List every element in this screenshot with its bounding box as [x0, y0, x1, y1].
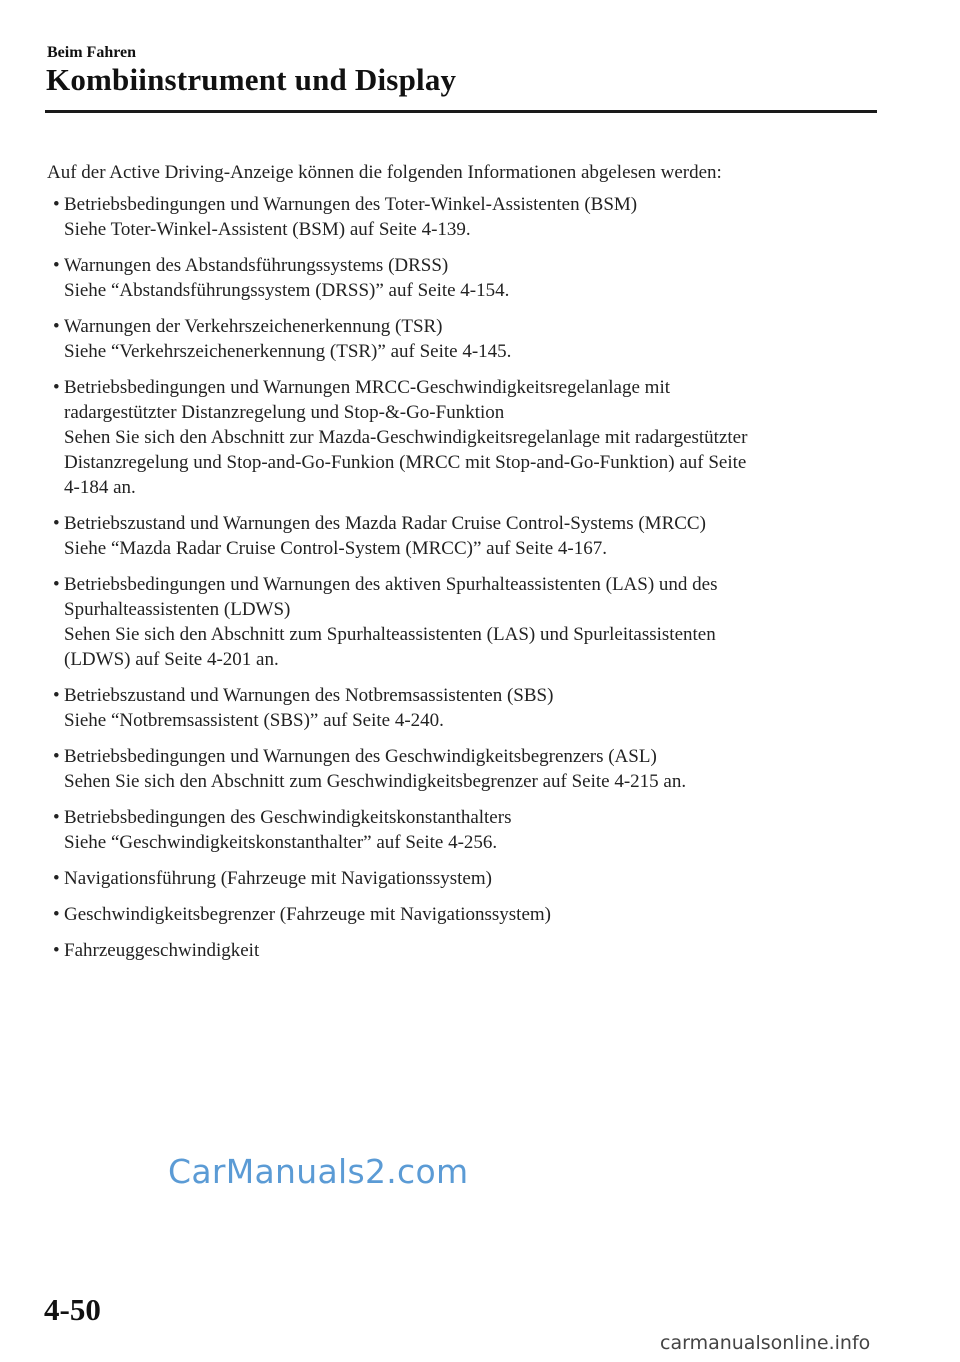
list-item-line: Siehe “Abstandsführungssystem (DRSS)” auf Seite 4-154.: [64, 280, 510, 301]
page-title: Kombiinstrument und Display: [46, 62, 457, 97]
section-label: Beim Fahren: [47, 44, 137, 61]
list-item: [47, 511, 877, 561]
list-item-line: Betriebsbedingungen und Warnungen MRCC-Geschwindigkeitsregelanlage mit: [64, 377, 670, 398]
list-item: [47, 192, 877, 242]
list-item: [47, 866, 877, 891]
bullet-icon: •: [53, 746, 60, 767]
list-item-line: Siehe “Geschwindigkeitskonstanthalter” auf Seite 4-256.: [64, 832, 498, 853]
list-item-line: radargestützter Distanzregelung und Stop-&-Go-Funktion: [64, 402, 505, 423]
watermark[interactable]: CarManuals2.com: [168, 1152, 469, 1191]
list-item: [47, 902, 877, 927]
page-number: 4-50: [44, 1292, 101, 1327]
bullet-icon: •: [53, 904, 60, 925]
list-item-line: Betriebsbedingungen und Warnungen des Geschwindigkeitsbegrenzers (ASL): [64, 746, 657, 767]
list-item: [47, 253, 877, 303]
list-item-line: Betriebsbedingungen und Warnungen des aktiven Spurhalteassistenten (LAS) und des: [64, 574, 718, 595]
list-item-line: Fahrzeuggeschwindigkeit: [64, 940, 260, 961]
list-item: [47, 572, 877, 672]
list-item-line: Siehe “Notbremsassistent (SBS)” auf Seite 4-240.: [64, 710, 444, 731]
bullet-icon: •: [53, 807, 60, 828]
list-item: [47, 805, 877, 855]
list-item-line: Navigationsführung (Fahrzeuge mit Navigationssystem): [64, 868, 492, 889]
list-item-line: Warnungen der Verkehrszeichenerkennung (TSR): [64, 316, 443, 337]
list-item-line: Distanzregelung und Stop-and-Go-Funkion (MRCC mit Stop-and-Go-Funktion) auf Seite: [64, 452, 747, 473]
list-item-line: Betriebsbedingungen des Geschwindigkeitskonstanthalters: [64, 807, 512, 828]
bullet-icon: •: [53, 513, 60, 534]
list-item: [47, 314, 877, 364]
list-item: [47, 375, 877, 500]
list-item-line: Sehen Sie sich den Abschnitt zum Spurhalteassistenten (LAS) und Spurleitassistenten: [64, 624, 716, 645]
list-item-line: 4-184 an.: [64, 477, 136, 498]
info-list: [47, 192, 877, 963]
list-item-line: Sehen Sie sich den Abschnitt zum Geschwindigkeitsbegrenzer auf Seite 4-215 an.: [64, 771, 687, 792]
list-item: [47, 744, 877, 794]
list-item-line: Warnungen des Abstandsführungssystems (DRSS): [64, 255, 449, 276]
title-rule: [45, 110, 877, 113]
list-item-line: Sehen Sie sich den Abschnitt zur Mazda-Geschwindigkeitsregelanlage mit radargestützter: [64, 427, 748, 448]
list-item-line: Betriebsbedingungen und Warnungen des Toter-Winkel-Assistenten (BSM): [64, 194, 638, 215]
bullet-icon: •: [53, 255, 60, 276]
bullet-icon: •: [53, 194, 60, 215]
list-item: [47, 938, 877, 963]
list-item-line: Betriebszustand und Warnungen des Mazda Radar Cruise Control-Systems (MRCC): [64, 513, 706, 534]
list-item: [47, 683, 877, 733]
bullet-icon: •: [53, 316, 60, 337]
list-item-line: Betriebszustand und Warnungen des Notbremsassistenten (SBS): [64, 685, 554, 706]
list-item-line: Siehe “Verkehrszeichenerkennung (TSR)” auf Seite 4-145.: [64, 341, 512, 362]
list-item-line: Siehe “Mazda Radar Cruise Control-System (MRCC)” auf Seite 4-167.: [64, 538, 607, 559]
bullet-icon: •: [53, 685, 60, 706]
list-item-line: (LDWS) auf Seite 4-201 an.: [64, 649, 279, 670]
footer-watermark[interactable]: carmanualsonline.info: [660, 1332, 871, 1354]
content: [47, 160, 877, 974]
list-item-line: Spurhalteassistenten (LDWS): [64, 599, 291, 620]
bullet-icon: •: [53, 940, 60, 961]
intro-paragraph: Auf der Active Driving-Anzeige können die folgenden Informationen abgelesen werden:: [47, 162, 722, 183]
bullet-icon: •: [53, 377, 60, 398]
list-item-line: Geschwindigkeitsbegrenzer (Fahrzeuge mit Navigationssystem): [64, 904, 551, 925]
list-item-line: Siehe Toter-Winkel-Assistent (BSM) auf Seite 4-139.: [64, 219, 471, 240]
bullet-icon: •: [53, 574, 60, 595]
bullet-icon: •: [53, 868, 60, 889]
